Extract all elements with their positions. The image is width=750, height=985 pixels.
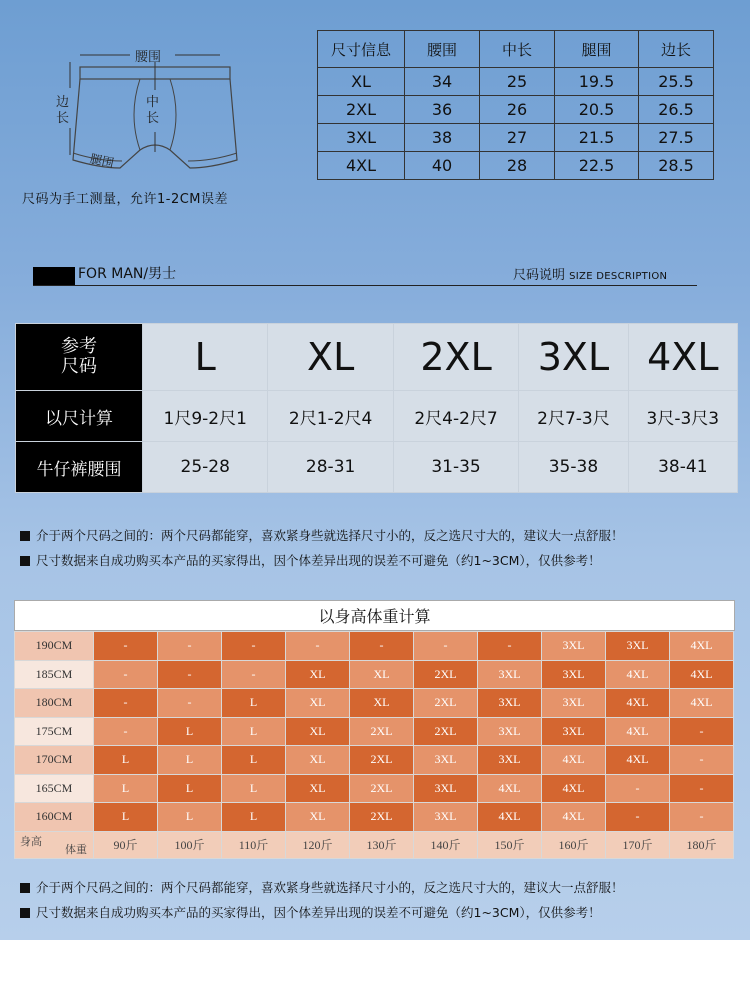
bullet-square-icon bbox=[20, 531, 30, 541]
row-label: 牛仔裤腰围 bbox=[16, 442, 143, 493]
value-cell: 2尺1-2尺4 bbox=[268, 391, 393, 442]
size-cell: 2XL bbox=[350, 746, 414, 775]
table-row bbox=[15, 774, 734, 803]
size-cell: L bbox=[222, 717, 286, 746]
value-cell: 38-41 bbox=[628, 442, 737, 493]
measurement-table bbox=[317, 30, 714, 180]
weight-label: 150斤 bbox=[478, 831, 542, 858]
corner-cell bbox=[15, 831, 94, 858]
size-cell: - bbox=[670, 774, 734, 803]
table-row bbox=[318, 152, 714, 180]
size-cell: - bbox=[222, 632, 286, 661]
size-cell: 4XL bbox=[318, 152, 405, 180]
note-text: 尺寸数据来自成功购买本产品的买家得出，因个体差异出现的误差不可避免（约1~3CM），仅供参考！ bbox=[36, 905, 601, 920]
value-cell: 25-28 bbox=[143, 442, 268, 493]
length-label: 边长 bbox=[56, 95, 70, 126]
section-subtitle bbox=[513, 264, 667, 283]
size-cell: 2XL bbox=[350, 774, 414, 803]
size-cell: 3XL bbox=[542, 689, 606, 718]
size-cell: 2XL bbox=[414, 660, 478, 689]
size-cell: - bbox=[94, 689, 158, 718]
size-header-cell: L bbox=[143, 324, 268, 391]
height-label: 180CM bbox=[15, 689, 94, 718]
value-cell: 27 bbox=[480, 124, 555, 152]
size-cell: L bbox=[94, 774, 158, 803]
table-row bbox=[15, 632, 734, 661]
leg-label: 腿围 bbox=[88, 151, 116, 171]
size-cell: - bbox=[478, 632, 542, 661]
size-cell: 4XL bbox=[542, 746, 606, 775]
value-cell: 27.5 bbox=[639, 124, 714, 152]
size-cell: - bbox=[222, 660, 286, 689]
size-cell: L bbox=[222, 803, 286, 832]
bullet-square-icon bbox=[20, 883, 30, 893]
size-cell: XL bbox=[286, 660, 350, 689]
value-cell: 1尺9-2尺1 bbox=[143, 391, 268, 442]
note-line bbox=[20, 526, 624, 544]
value-cell: 22.5 bbox=[555, 152, 639, 180]
value-cell: 19.5 bbox=[555, 68, 639, 96]
value-cell: 28-31 bbox=[268, 442, 393, 493]
size-cell: 2XL bbox=[350, 803, 414, 832]
weight-label: 90斤 bbox=[94, 831, 158, 858]
corner-height-label: 身高 bbox=[20, 835, 42, 848]
size-cell: 3XL bbox=[414, 746, 478, 775]
size-cell: 2XL bbox=[318, 96, 405, 124]
size-cell: 4XL bbox=[670, 660, 734, 689]
table-row bbox=[15, 803, 734, 832]
weight-label: 140斤 bbox=[414, 831, 478, 858]
size-cell: - bbox=[94, 632, 158, 661]
size-cell: 2XL bbox=[414, 689, 478, 718]
size-cell: - bbox=[350, 632, 414, 661]
size-header-cell: 4XL bbox=[628, 324, 737, 391]
size-cell: 4XL bbox=[670, 632, 734, 661]
size-cell: 4XL bbox=[606, 660, 670, 689]
height-label: 170CM bbox=[15, 746, 94, 775]
height-label: 185CM bbox=[15, 660, 94, 689]
size-cell: 4XL bbox=[542, 803, 606, 832]
row-label: 以尺计算 bbox=[16, 391, 143, 442]
value-cell: 25.5 bbox=[639, 68, 714, 96]
note-text: 尺寸数据来自成功购买本产品的买家得出，因个体差异出现的误差不可避免（约1~3CM），仅供参考！ bbox=[36, 553, 601, 568]
bullet-square-icon bbox=[20, 908, 30, 918]
note-text: 介于两个尺码之间的：两个尺码都能穿，喜欢紧身些就选择尺寸小的，反之选尺寸大的，建议大一点舒服！ bbox=[36, 880, 624, 895]
size-cell: XL bbox=[286, 746, 350, 775]
table-row bbox=[15, 689, 734, 718]
size-cell: 4XL bbox=[478, 774, 542, 803]
measurement-note: 尺码为手工测量，允许1-2CM误差 bbox=[22, 192, 229, 207]
size-header-cell: 3XL bbox=[519, 324, 628, 391]
table-row bbox=[15, 717, 734, 746]
size-cell: L bbox=[94, 746, 158, 775]
size-cell: 4XL bbox=[606, 746, 670, 775]
value-cell: 38 bbox=[405, 124, 480, 152]
size-cell: 4XL bbox=[670, 689, 734, 718]
corner-weight-label: 体重 bbox=[65, 843, 87, 856]
size-cell: 3XL bbox=[414, 774, 478, 803]
value-cell: 20.5 bbox=[555, 96, 639, 124]
size-cell: XL bbox=[286, 803, 350, 832]
table-row bbox=[16, 391, 738, 442]
corner-cell: 参考 尺码 bbox=[16, 324, 143, 391]
value-cell: 40 bbox=[405, 152, 480, 180]
header-divider bbox=[33, 285, 697, 286]
header-cell: 中长 bbox=[480, 31, 555, 68]
weight-label: 120斤 bbox=[286, 831, 350, 858]
size-cell: 3XL bbox=[478, 746, 542, 775]
size-cell: 3XL bbox=[318, 124, 405, 152]
value-cell: 2尺7-3尺 bbox=[519, 391, 628, 442]
size-cell: 2XL bbox=[414, 717, 478, 746]
height-label: 175CM bbox=[15, 717, 94, 746]
size-cell: - bbox=[94, 717, 158, 746]
table-header-row bbox=[318, 31, 714, 68]
weight-label: 130斤 bbox=[350, 831, 414, 858]
size-cell: 3XL bbox=[478, 717, 542, 746]
size-cell: L bbox=[158, 717, 222, 746]
header-cell: 腰围 bbox=[405, 31, 480, 68]
size-cell: 4XL bbox=[606, 717, 670, 746]
table-header-row bbox=[16, 324, 738, 391]
table-row bbox=[15, 746, 734, 775]
size-cell: L bbox=[222, 689, 286, 718]
size-cell: - bbox=[670, 803, 734, 832]
size-cell: - bbox=[670, 717, 734, 746]
note-line bbox=[20, 878, 624, 896]
header-cell: 腿围 bbox=[555, 31, 639, 68]
shorts-diagram bbox=[40, 40, 260, 180]
note-line bbox=[20, 903, 601, 921]
weight-label: 100斤 bbox=[158, 831, 222, 858]
table-row bbox=[318, 68, 714, 96]
value-cell: 31-35 bbox=[393, 442, 518, 493]
table-row bbox=[16, 442, 738, 493]
value-cell: 34 bbox=[405, 68, 480, 96]
weight-label: 110斤 bbox=[222, 831, 286, 858]
size-cell: L bbox=[158, 746, 222, 775]
value-cell: 26.5 bbox=[639, 96, 714, 124]
height-weight-title: 以身高体重计算 bbox=[14, 600, 735, 631]
size-cell: 3XL bbox=[414, 803, 478, 832]
size-cell: 3XL bbox=[478, 660, 542, 689]
size-cell: 3XL bbox=[542, 660, 606, 689]
height-weight-table bbox=[14, 631, 734, 859]
reference-size-table bbox=[15, 323, 738, 493]
size-cell: XL bbox=[350, 660, 414, 689]
height-label: 160CM bbox=[15, 803, 94, 832]
size-cell: L bbox=[222, 774, 286, 803]
size-cell: XL bbox=[318, 68, 405, 96]
table-row bbox=[318, 124, 714, 152]
size-cell: L bbox=[94, 803, 158, 832]
size-cell: 3XL bbox=[606, 632, 670, 661]
size-cell: - bbox=[286, 632, 350, 661]
size-cell: XL bbox=[286, 717, 350, 746]
weight-label: 160斤 bbox=[542, 831, 606, 858]
weight-label: 170斤 bbox=[606, 831, 670, 858]
size-cell: XL bbox=[286, 774, 350, 803]
size-cell: L bbox=[158, 803, 222, 832]
size-cell: 4XL bbox=[478, 803, 542, 832]
size-cell: 3XL bbox=[542, 632, 606, 661]
section-subtitle-en: SIZE DESCRIPTION bbox=[569, 271, 668, 282]
bullet-square-icon bbox=[20, 556, 30, 566]
weight-footer-row bbox=[15, 831, 734, 858]
value-cell: 2尺4-2尺7 bbox=[393, 391, 518, 442]
size-header-cell: 2XL bbox=[393, 324, 518, 391]
note-text: 介于两个尺码之间的：两个尺码都能穿，喜欢紧身些就选择尺寸小的，反之选尺寸大的，建议大一点舒服！ bbox=[36, 528, 624, 543]
value-cell: 21.5 bbox=[555, 124, 639, 152]
value-cell: 35-38 bbox=[519, 442, 628, 493]
value-cell: 25 bbox=[480, 68, 555, 96]
size-cell: - bbox=[158, 660, 222, 689]
section-subtitle-cn: 尺码说明 bbox=[513, 268, 566, 283]
size-cell: - bbox=[414, 632, 478, 661]
header-block-decoration bbox=[33, 267, 75, 286]
size-cell: 2XL bbox=[350, 717, 414, 746]
height-label: 190CM bbox=[15, 632, 94, 661]
weight-label: 180斤 bbox=[670, 831, 734, 858]
table-row bbox=[318, 96, 714, 124]
value-cell: 3尺-3尺3 bbox=[628, 391, 737, 442]
height-label: 165CM bbox=[15, 774, 94, 803]
value-cell: 28 bbox=[480, 152, 555, 180]
mid-length-label: 中长 bbox=[146, 95, 160, 126]
waist-label: 腰围 bbox=[135, 50, 162, 65]
size-cell: 4XL bbox=[606, 689, 670, 718]
size-cell: - bbox=[158, 632, 222, 661]
size-cell: 4XL bbox=[542, 774, 606, 803]
size-cell: - bbox=[670, 746, 734, 775]
size-cell: - bbox=[606, 774, 670, 803]
size-cell: XL bbox=[286, 689, 350, 718]
size-cell: L bbox=[158, 774, 222, 803]
size-cell: XL bbox=[350, 689, 414, 718]
value-cell: 26 bbox=[480, 96, 555, 124]
header-cell: 边长 bbox=[639, 31, 714, 68]
table-row bbox=[15, 660, 734, 689]
size-cell: 3XL bbox=[542, 717, 606, 746]
size-cell: - bbox=[606, 803, 670, 832]
size-header-cell: XL bbox=[268, 324, 393, 391]
section-title: FOR MAN/男士 bbox=[78, 266, 177, 282]
header-cell: 尺寸信息 bbox=[318, 31, 405, 68]
value-cell: 28.5 bbox=[639, 152, 714, 180]
size-cell: 3XL bbox=[478, 689, 542, 718]
value-cell: 36 bbox=[405, 96, 480, 124]
size-cell: - bbox=[158, 689, 222, 718]
note-line bbox=[20, 551, 601, 569]
size-cell: - bbox=[94, 660, 158, 689]
size-cell: L bbox=[222, 746, 286, 775]
